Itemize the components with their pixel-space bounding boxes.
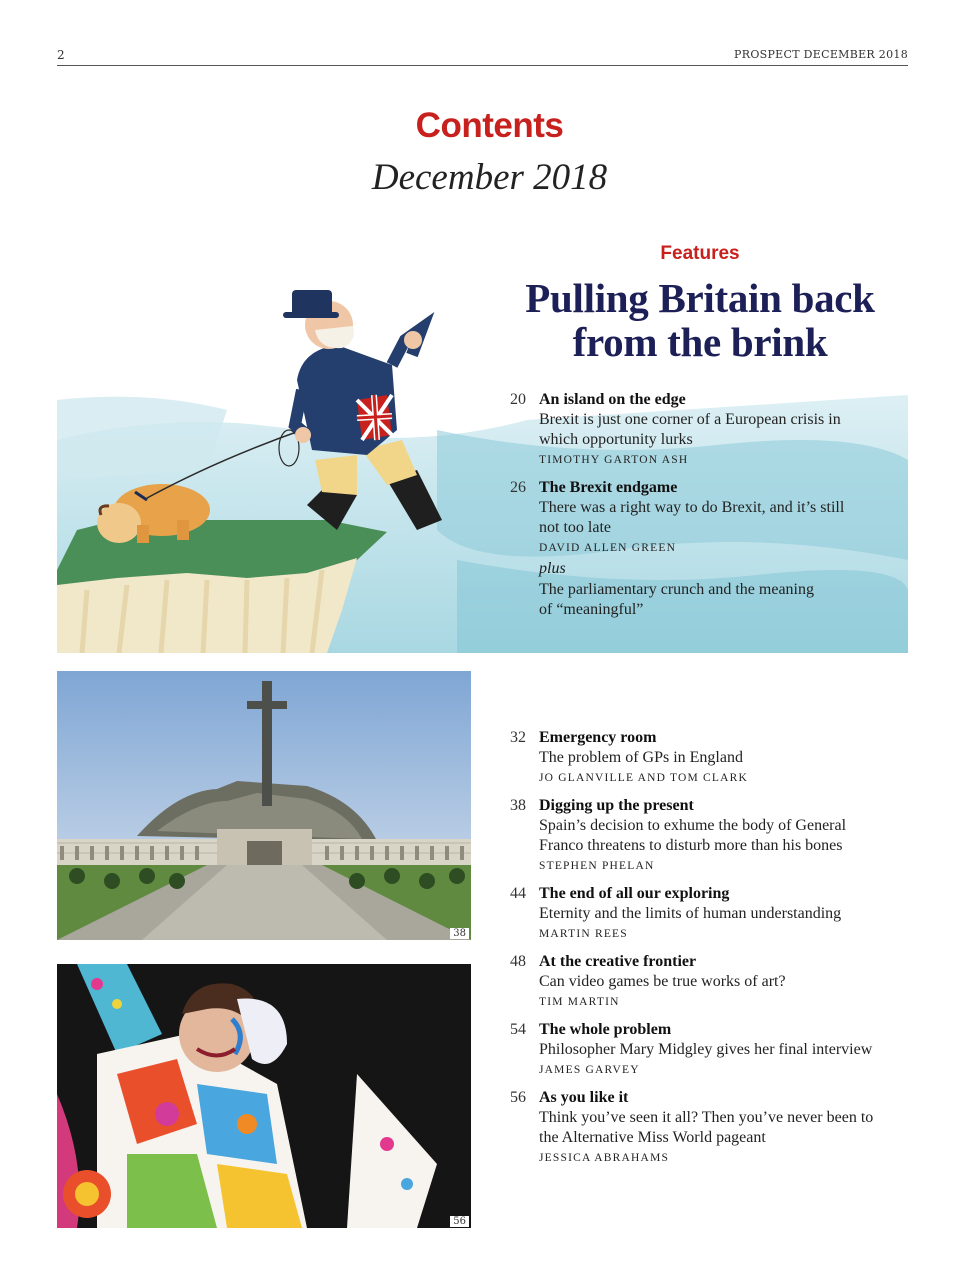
toc-dek: not too late bbox=[539, 519, 611, 536]
feature-headline bbox=[500, 276, 900, 364]
toc-dek: Brexit is just one corner of a European crisis in bbox=[539, 411, 841, 428]
toc-page-number: 32 bbox=[510, 729, 526, 746]
toc-page-number: 20 bbox=[510, 391, 526, 408]
toc-dek: The parliamentary crunch and the meaning bbox=[539, 581, 814, 598]
toc-dek: Philosopher Mary Midgley gives her final interview bbox=[539, 1041, 873, 1058]
photo-page-ref: 38 bbox=[450, 928, 469, 939]
toc-entry[interactable] bbox=[510, 884, 910, 944]
toc-page-number: 38 bbox=[510, 797, 526, 814]
toc-dek: the Alternative Miss World pageant bbox=[539, 1129, 766, 1146]
toc-entry[interactable] bbox=[510, 1020, 910, 1080]
toc-dek: There was a right way to do Brexit, and it’s still bbox=[539, 499, 845, 516]
toc-dek: Spain’s decision to exhume the body of General bbox=[539, 817, 847, 834]
issue-date: December 2018 bbox=[371, 157, 608, 198]
toc-entry[interactable] bbox=[510, 796, 910, 876]
toc-byline: STEPHEN PHELAN bbox=[539, 860, 655, 872]
toc-byline: JO GLANVILLE AND TOM CLARK bbox=[539, 772, 749, 784]
toc-page-number: 26 bbox=[510, 479, 526, 496]
toc-dek: Eternity and the limits of human understanding bbox=[539, 905, 842, 922]
toc-byline: MARTIN REES bbox=[539, 928, 628, 940]
toc-title: The end of all our exploring bbox=[539, 885, 730, 902]
toc-dek: The problem of GPs in England bbox=[539, 749, 743, 766]
toc-entry[interactable] bbox=[510, 390, 910, 470]
toc-title: An island on the edge bbox=[539, 391, 686, 408]
section-label-features: Features bbox=[660, 243, 740, 264]
toc-title: As you like it bbox=[539, 1089, 629, 1106]
toc-byline: TIMOTHY GARTON ASH bbox=[539, 454, 689, 466]
toc-entry[interactable] bbox=[510, 478, 910, 620]
toc-dek: Franco threatens to disturb more than his bones bbox=[539, 837, 843, 854]
toc-entry[interactable] bbox=[510, 952, 910, 1012]
photo-alternative-miss-world bbox=[57, 964, 471, 1228]
toc-page-number: 48 bbox=[510, 953, 526, 970]
toc-byline: JESSICA ABRAHAMS bbox=[539, 1152, 670, 1164]
toc-title: Digging up the present bbox=[539, 797, 694, 814]
toc-title: At the creative frontier bbox=[539, 953, 697, 970]
toc-byline: DAVID ALLEN GREEN bbox=[539, 542, 677, 554]
toc-page-number: 54 bbox=[510, 1021, 526, 1038]
toc-title: The Brexit endgame bbox=[539, 479, 678, 496]
toc-page-number: 44 bbox=[510, 885, 526, 902]
toc-page-number: 56 bbox=[510, 1089, 526, 1106]
magazine-issue: PROSPECT DECEMBER 2018 bbox=[734, 48, 908, 61]
toc-entry[interactable] bbox=[510, 728, 910, 788]
toc-byline: TIM MARTIN bbox=[539, 996, 620, 1008]
toc-title: Emergency room bbox=[539, 729, 657, 746]
photo-valley-of-the-fallen bbox=[57, 671, 471, 940]
toc-title: The whole problem bbox=[539, 1021, 672, 1038]
page-number: 2 bbox=[57, 48, 65, 62]
toc-plus-label: plus bbox=[539, 560, 566, 577]
toc-entry[interactable] bbox=[510, 1088, 910, 1168]
toc-dek: of “meaningful” bbox=[539, 601, 644, 618]
feature-headline-line2: from the brink bbox=[572, 319, 828, 365]
toc-dek: Can video games be true works of art? bbox=[539, 973, 786, 990]
toc-dek: Think you’ve seen it all? Then you’ve never been to bbox=[539, 1109, 874, 1126]
photo-page-ref: 56 bbox=[450, 1216, 469, 1227]
toc-byline: JAMES GARVEY bbox=[539, 1064, 640, 1076]
feature-headline-line1: Pulling Britain back bbox=[525, 275, 875, 321]
running-head bbox=[57, 47, 908, 66]
contents-title: Contents bbox=[415, 106, 564, 145]
toc-dek: which opportunity lurks bbox=[539, 431, 693, 448]
